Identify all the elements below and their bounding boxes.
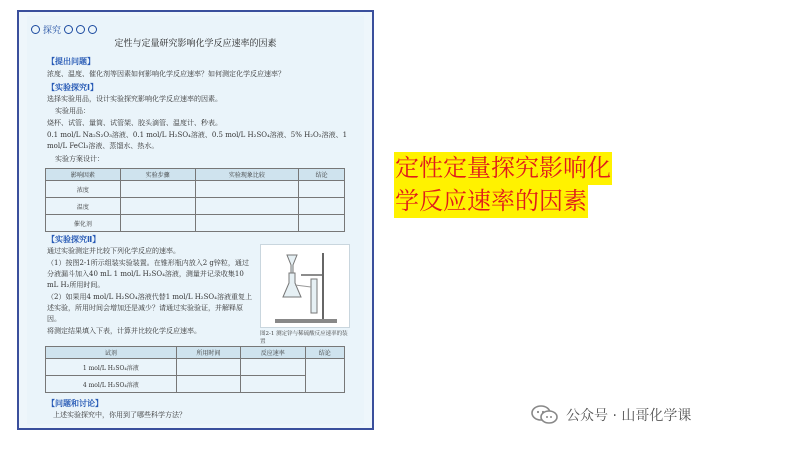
section-text: 0.1 mol/L Na₂S₂O₃溶液、0.1 mol/L H₂SO₄溶液、0.5 mol/L H₂SO₄溶液、5% H₂O₂溶液、1 mol/L FeCl₃溶液、蒸馏水、热水。 bbox=[47, 131, 348, 150]
result-table bbox=[45, 346, 345, 393]
section-heading-2: 【实验探究Ⅰ】 bbox=[47, 83, 98, 92]
section-text: 浓度、温度、催化剂等因素如何影响化学反应速率？如何测定化学反应速率？ bbox=[47, 70, 285, 78]
flask-icon bbox=[64, 25, 73, 34]
table-row bbox=[46, 181, 345, 198]
table-header: 结论 bbox=[305, 347, 345, 359]
table-row bbox=[46, 359, 345, 376]
header-label: 探究 bbox=[43, 26, 62, 36]
bulb-icon bbox=[76, 25, 85, 34]
table-header: 所用时间 bbox=[176, 347, 240, 359]
highlight-line-2: 学反应速率的因素 bbox=[394, 185, 588, 218]
figure-caption: 图2-1 测定锌与稀硫酸反应速率的装置 bbox=[260, 331, 348, 345]
section-text: 通过实验测定并比较下列化学反应的速率。 bbox=[47, 247, 180, 255]
explore-icon bbox=[31, 25, 40, 34]
design-table bbox=[45, 168, 345, 232]
table-header: 结论 bbox=[299, 169, 345, 181]
section-heading-1: 【提出问题】 bbox=[47, 57, 95, 66]
table-row bbox=[46, 376, 345, 393]
section-text: （2）如果用4 mol/L H₂SO₄溶液代替1 mol/L H₂SO₄溶液重复上述实验，所用时间会增加还是减少？请通过实验验证，并解释原因。 bbox=[47, 293, 252, 323]
table-header: 实验步骤 bbox=[120, 169, 195, 181]
section-text: 实验用品： bbox=[55, 107, 90, 115]
table-header: 影响因素 bbox=[46, 169, 121, 181]
section-heading-3: 【实验探究Ⅱ】 bbox=[47, 235, 101, 244]
highlight-title bbox=[394, 152, 612, 218]
section-text: （1）按图2-1所示组装实验装置。在锥形瓶内放入2 g锌粒，通过分液漏斗加入40 mL 1 mol/L H₂SO₄溶液，测量并记录收集10 mL H₂所用时间。 bbox=[47, 259, 249, 289]
highlight-line-1: 定性定量探究影响化 bbox=[394, 152, 612, 185]
table-cell: 4 mol/L H₂SO₄溶液 bbox=[46, 376, 177, 393]
apparatus-figure bbox=[260, 244, 350, 328]
table-row bbox=[46, 198, 345, 215]
textbook-page bbox=[17, 10, 374, 430]
watermark-text: 公众号 · 山哥化学课 bbox=[566, 408, 692, 424]
table-header: 实验现象比较 bbox=[195, 169, 299, 181]
watermark bbox=[530, 404, 691, 426]
table-cell: 温度 bbox=[46, 198, 121, 215]
wechat-icon bbox=[530, 404, 560, 426]
table-cell: 催化剂 bbox=[46, 215, 121, 232]
section-text: 将测定结果填入下表，计算并比较化学反应速率。 bbox=[47, 327, 201, 335]
section-text: 烧杯、试管、量筒、试管架、胶头滴管、温度计、秒表。 bbox=[47, 119, 222, 127]
section-text: 实验方案设计： bbox=[55, 155, 104, 163]
section-text: 上述实验探究中，你用到了哪些科学方法？ bbox=[53, 411, 186, 419]
table-cell: 1 mol/L H₂SO₄溶液 bbox=[46, 359, 177, 376]
table-header: 试剂 bbox=[46, 347, 177, 359]
page-header bbox=[31, 23, 97, 36]
page-title: 定性与定量研究影响化学反应速率的因素 bbox=[114, 39, 277, 49]
section-text: 选择实验用品，设计实验探究影响化学反应速率的因素。 bbox=[47, 95, 222, 103]
gear-icon bbox=[88, 25, 97, 34]
table-cell: 浓度 bbox=[46, 181, 121, 198]
section-heading-4: 【问题和讨论】 bbox=[47, 399, 103, 408]
table-row bbox=[46, 215, 345, 232]
table-header: 反应速率 bbox=[241, 347, 305, 359]
